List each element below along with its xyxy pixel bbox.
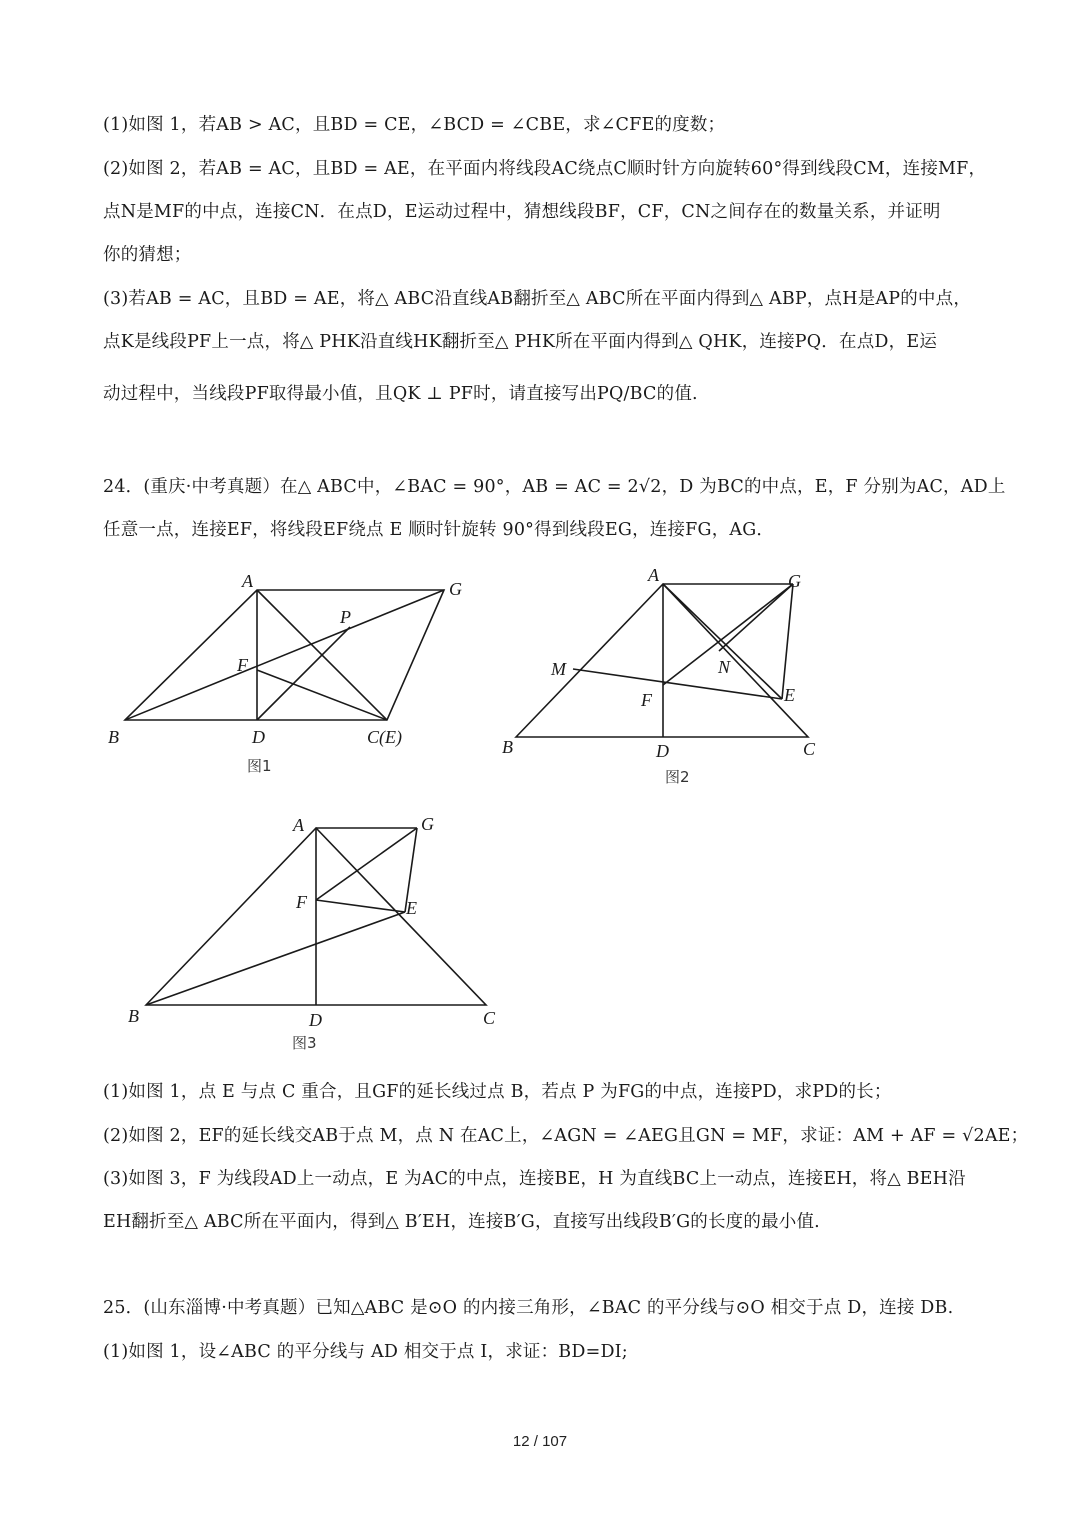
fig2-label-c: C xyxy=(803,739,816,759)
text-line: (1)如图 1，点 E 与点 C 重合，且GF的延长线过点 B，若点 P 为FG的中点，连接PD，求PD的长； xyxy=(103,1082,892,1102)
fig2-label-b: B xyxy=(502,737,513,757)
fig1-label-g: G xyxy=(449,579,462,599)
fig2-caption: 图2 xyxy=(665,768,690,786)
figure-3 xyxy=(120,812,510,1062)
text-line: 动过程中，当线段PF取得最小值，且QK ⊥ PF时，请直接写出PQ/BC的值. xyxy=(103,384,698,404)
fig2-label-f: F xyxy=(641,690,652,710)
fig3-label-f: F xyxy=(296,892,307,912)
question-25-stem: 25．(山东淄博·中考真题）已知△ABC 是⊙O 的内接三角形，∠BAC 的平分线与⊙O 相交于点 D，连接 DB. xyxy=(103,1298,954,1318)
page-indicator: 12 / 107 xyxy=(512,1433,568,1450)
text-line: (1)如图 1，设∠ABC 的平分线与 AD 相交于点 I，求证：BD=DI; xyxy=(103,1342,628,1362)
fig1-label-f: F xyxy=(237,655,248,675)
fig2-label-n: N xyxy=(718,657,731,677)
text-line: (3)若AB = AC，且BD = AE，将△ ABC沿直线AB翻折至△ ABC所在平面内得到△ ABP，点H是AP的中点， xyxy=(103,289,972,309)
question-24-stem: 24．(重庆·中考真题）在△ ABC中，∠BAC = 90°，AB = AC = 2√2，D 为BC的中点，E，F 分别为AC，AD上 xyxy=(103,477,1006,497)
text-line: (1)如图 1，若AB > AC，且BD = CE，∠BCD = ∠CBE，求∠CFE的度数； xyxy=(103,115,726,135)
fig2-label-d: D xyxy=(656,741,669,761)
fig3-label-a: A xyxy=(293,815,304,835)
fig3-label-b: B xyxy=(128,1006,139,1026)
fig2-label-g: G xyxy=(788,571,801,591)
text-line: 你的猜想； xyxy=(103,245,192,265)
text-line: EH翻折至△ ABC所在平面内，得到△ B′EH，连接B′G，直接写出线段B′G的长度的最小值. xyxy=(103,1212,820,1232)
fig2-label-a: A xyxy=(648,565,659,585)
fig3-label-d: D xyxy=(309,1010,322,1030)
fig3-label-c: C xyxy=(483,1008,496,1028)
fig3-label-e: E xyxy=(406,898,417,918)
fig1-label-d: D xyxy=(252,727,265,747)
fig1-label-ce: C(E) xyxy=(367,727,402,747)
text-line: 点N是MF的中点，连接CN．在点D，E运动过程中，猜想线段BF，CF，CN之间存在的数量关系，并证明 xyxy=(103,202,941,222)
figure-1 xyxy=(100,565,480,795)
fig1-caption: 图1 xyxy=(247,757,272,775)
text-line: (2)如图 2，若AB = AC，且BD = AE，在平面内将线段AC绕点C顺时针方向旋转60°得到线段CM，连接MF， xyxy=(103,159,987,179)
text-line: (2)如图 2，EF的延长线交AB于点 M，点 N 在AC上，∠AGN = ∠AEG且GN = MF，求证：AM + AF = √2AE； xyxy=(103,1126,1029,1146)
fig3-caption: 图3 xyxy=(292,1034,317,1052)
fig1-label-b: B xyxy=(108,727,119,747)
text-line: 任意一点，连接EF，将线段EF绕点 E 顺时针旋转 90°得到线段EG，连接FG，AG． xyxy=(103,520,775,540)
fig2-label-m: M xyxy=(551,659,566,679)
fig3-label-g: G xyxy=(421,814,434,834)
fig1-label-a: A xyxy=(242,571,253,591)
text-line: 点K是线段PF上一点，将△ PHK沿直线HK翻折至△ PHK所在平面内得到△ QHK，连接PQ．在点D，E运 xyxy=(103,332,938,352)
text-line: (3)如图 3，F 为线段AD上一动点，E 为AC的中点，连接BE，H 为直线BC上一动点，连接EH，将△ BEH沿 xyxy=(103,1169,966,1189)
figure-2 xyxy=(495,560,850,790)
fig1-label-p: P xyxy=(340,607,351,627)
fig2-label-e: E xyxy=(784,685,795,705)
